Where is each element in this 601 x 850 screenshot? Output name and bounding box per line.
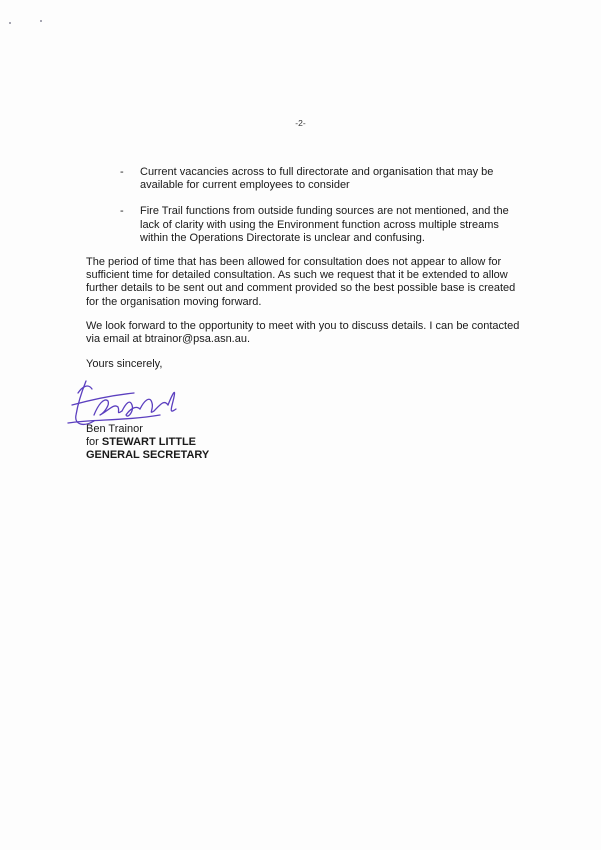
- scan-speck: [9, 22, 11, 24]
- bullet-text: Current vacancies across to full directorate and organisation that may be available for current employees to consider: [140, 166, 494, 192]
- signatory-name: Ben Trainor: [86, 423, 143, 435]
- list-item: [120, 205, 520, 245]
- principal-title: GENERAL SECRETARY: [86, 449, 210, 462]
- closing-salutation: Yours sincerely,: [86, 358, 163, 370]
- bullet-list: [120, 166, 520, 258]
- signature-block: [86, 423, 209, 463]
- bullet-text: Fire Trail functions from outside funding sources are not mentioned, and the lack of clarity with using the Environment function across multiple streams within the Operations Directorate is unclear and confusing.: [140, 205, 509, 244]
- contact-paragraph: We look forward to the opportunity to meet with you to discuss details. I can be contacted via email at btrainor@psa.asn.au.: [86, 320, 520, 346]
- bullet-dash: -: [120, 205, 124, 218]
- principal-name: STEWART LITTLE: [101, 436, 197, 449]
- list-item: [120, 166, 520, 192]
- bullet-dash: -: [120, 166, 124, 178]
- consultation-paragraph: The period of time that has been allowed for consultation does not appear to allow for sufficient time for detailed consultation. As such we request that it be extended to allow further details to be sent out and comment provided so the best possible base is created for the organisation moving forward.: [86, 256, 516, 308]
- page-number: -2-: [295, 118, 306, 128]
- scan-speck: [40, 20, 42, 22]
- for-prefix: for: [86, 436, 102, 449]
- on-behalf-line: [86, 436, 209, 449]
